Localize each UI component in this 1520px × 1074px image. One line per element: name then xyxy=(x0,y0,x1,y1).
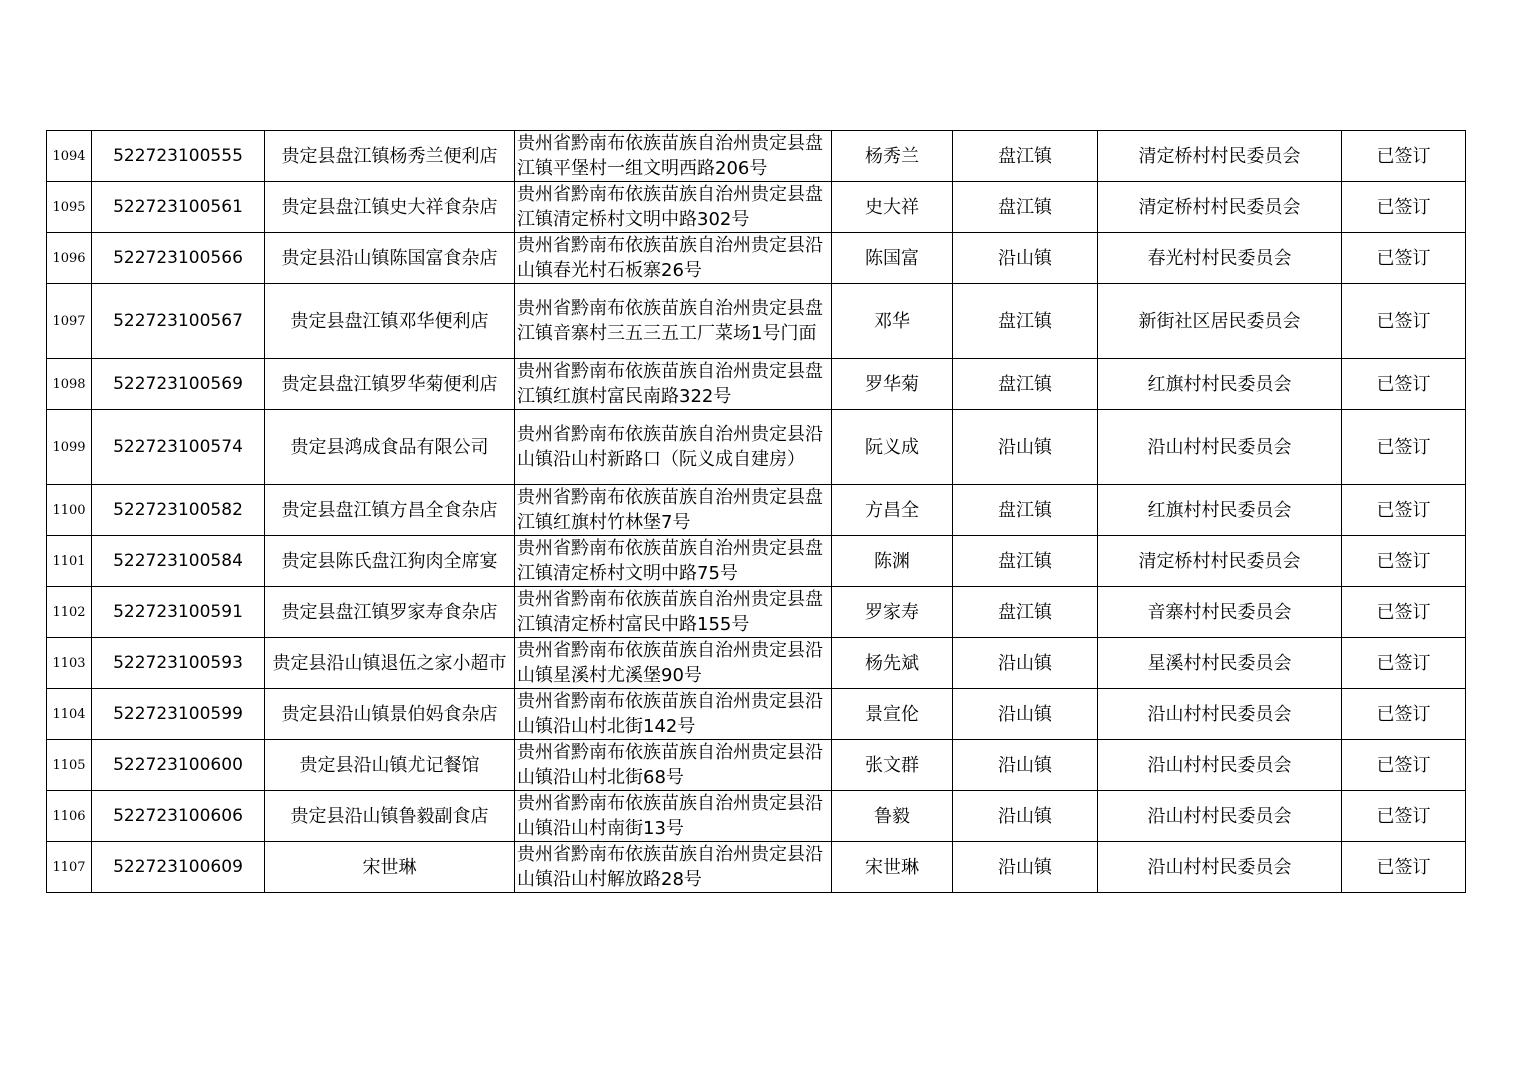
cell-status: 已签订 xyxy=(1342,842,1466,893)
cell-address: 贵州省黔南布依族苗族自治州贵定县沿山镇沿山村解放路28号 xyxy=(515,842,832,893)
cell-code: 522723100609 xyxy=(92,842,265,893)
cell-seq: 1095 xyxy=(47,182,92,233)
cell-address: 贵州省黔南布依族苗族自治州贵定县沿山镇沿山村南街13号 xyxy=(515,791,832,842)
cell-seq: 1098 xyxy=(47,359,92,410)
cell-code: 522723100584 xyxy=(92,536,265,587)
cell-address: 贵州省黔南布依族苗族自治州贵定县盘江镇清定桥村文明中路75号 xyxy=(515,536,832,587)
cell-code: 522723100600 xyxy=(92,740,265,791)
cell-town: 盘江镇 xyxy=(953,587,1098,638)
cell-town: 盘江镇 xyxy=(953,284,1098,359)
cell-status: 已签订 xyxy=(1342,485,1466,536)
cell-shop-name: 贵定县盘江镇罗华菊便利店 xyxy=(265,359,515,410)
cell-committee: 星溪村村民委员会 xyxy=(1098,638,1342,689)
cell-code: 522723100574 xyxy=(92,410,265,485)
cell-code: 522723100591 xyxy=(92,587,265,638)
cell-code: 522723100606 xyxy=(92,791,265,842)
cell-status: 已签订 xyxy=(1342,233,1466,284)
cell-owner: 张文群 xyxy=(832,740,953,791)
cell-seq: 1100 xyxy=(47,485,92,536)
cell-seq: 1104 xyxy=(47,689,92,740)
cell-committee: 清定桥村村民委员会 xyxy=(1098,131,1342,182)
cell-seq: 1106 xyxy=(47,791,92,842)
records-table-body xyxy=(47,131,1466,893)
cell-address: 贵州省黔南布依族苗族自治州贵定县沿山镇沿山村北街142号 xyxy=(515,689,832,740)
cell-owner: 罗家寿 xyxy=(832,587,953,638)
cell-status: 已签订 xyxy=(1342,359,1466,410)
cell-seq: 1102 xyxy=(47,587,92,638)
cell-owner: 邓华 xyxy=(832,284,953,359)
cell-owner: 宋世琳 xyxy=(832,842,953,893)
cell-shop-name: 贵定县盘江镇方昌全食杂店 xyxy=(265,485,515,536)
cell-code: 522723100582 xyxy=(92,485,265,536)
cell-shop-name: 宋世琳 xyxy=(265,842,515,893)
cell-code: 522723100567 xyxy=(92,284,265,359)
cell-town: 沿山镇 xyxy=(953,842,1098,893)
cell-address: 贵州省黔南布依族苗族自治州贵定县沿山镇沿山村新路口（阮义成自建房） xyxy=(515,410,832,485)
cell-address: 贵州省黔南布依族苗族自治州贵定县沿山镇星溪村尤溪堡90号 xyxy=(515,638,832,689)
cell-shop-name: 贵定县沿山镇尤记餐馆 xyxy=(265,740,515,791)
cell-seq: 1094 xyxy=(47,131,92,182)
table-row xyxy=(47,638,1466,689)
cell-shop-name: 贵定县沿山镇景伯妈食杂店 xyxy=(265,689,515,740)
cell-status: 已签订 xyxy=(1342,182,1466,233)
cell-owner: 陈渊 xyxy=(832,536,953,587)
cell-code: 522723100555 xyxy=(92,131,265,182)
cell-code: 522723100566 xyxy=(92,233,265,284)
cell-shop-name: 贵定县沿山镇鲁毅副食店 xyxy=(265,791,515,842)
cell-owner: 罗华菊 xyxy=(832,359,953,410)
cell-address: 贵州省黔南布依族苗族自治州贵定县盘江镇红旗村竹林堡7号 xyxy=(515,485,832,536)
table-row xyxy=(47,791,1466,842)
table-row xyxy=(47,233,1466,284)
cell-status: 已签订 xyxy=(1342,740,1466,791)
cell-town: 沿山镇 xyxy=(953,233,1098,284)
cell-status: 已签订 xyxy=(1342,410,1466,485)
cell-town: 沿山镇 xyxy=(953,410,1098,485)
table-row xyxy=(47,689,1466,740)
cell-town: 盘江镇 xyxy=(953,182,1098,233)
cell-committee: 沿山村村民委员会 xyxy=(1098,410,1342,485)
cell-address: 贵州省黔南布依族苗族自治州贵定县沿山镇春光村石板寨26号 xyxy=(515,233,832,284)
cell-town: 盘江镇 xyxy=(953,485,1098,536)
cell-committee: 沿山村村民委员会 xyxy=(1098,740,1342,791)
cell-committee: 春光村村民委员会 xyxy=(1098,233,1342,284)
cell-owner: 杨秀兰 xyxy=(832,131,953,182)
cell-town: 盘江镇 xyxy=(953,131,1098,182)
cell-committee: 清定桥村村民委员会 xyxy=(1098,182,1342,233)
cell-status: 已签订 xyxy=(1342,638,1466,689)
cell-address: 贵州省黔南布依族苗族自治州贵定县盘江镇平堡村一组文明西路206号 xyxy=(515,131,832,182)
cell-owner: 陈国富 xyxy=(832,233,953,284)
table-row xyxy=(47,410,1466,485)
cell-seq: 1101 xyxy=(47,536,92,587)
cell-town: 盘江镇 xyxy=(953,359,1098,410)
cell-code: 522723100569 xyxy=(92,359,265,410)
cell-address: 贵州省黔南布依族苗族自治州贵定县盘江镇清定桥村富民中路155号 xyxy=(515,587,832,638)
table-row xyxy=(47,284,1466,359)
cell-status: 已签订 xyxy=(1342,284,1466,359)
cell-shop-name: 贵定县沿山镇退伍之家小超市 xyxy=(265,638,515,689)
cell-town: 沿山镇 xyxy=(953,689,1098,740)
cell-shop-name: 贵定县盘江镇史大祥食杂店 xyxy=(265,182,515,233)
table-row xyxy=(47,536,1466,587)
cell-committee: 红旗村村民委员会 xyxy=(1098,359,1342,410)
cell-shop-name: 贵定县盘江镇杨秀兰便利店 xyxy=(265,131,515,182)
cell-address: 贵州省黔南布依族苗族自治州贵定县盘江镇红旗村富民南路322号 xyxy=(515,359,832,410)
cell-seq: 1103 xyxy=(47,638,92,689)
cell-shop-name: 贵定县盘江镇邓华便利店 xyxy=(265,284,515,359)
cell-seq: 1105 xyxy=(47,740,92,791)
cell-status: 已签订 xyxy=(1342,791,1466,842)
cell-status: 已签订 xyxy=(1342,587,1466,638)
cell-owner: 鲁毅 xyxy=(832,791,953,842)
cell-shop-name: 贵定县盘江镇罗家寿食杂店 xyxy=(265,587,515,638)
cell-owner: 史大祥 xyxy=(832,182,953,233)
cell-town: 沿山镇 xyxy=(953,791,1098,842)
cell-committee: 沿山村村民委员会 xyxy=(1098,842,1342,893)
records-table xyxy=(46,130,1466,893)
cell-shop-name: 贵定县陈氏盘江狗肉全席宴 xyxy=(265,536,515,587)
cell-town: 沿山镇 xyxy=(953,638,1098,689)
cell-seq: 1097 xyxy=(47,284,92,359)
cell-owner: 杨先斌 xyxy=(832,638,953,689)
cell-committee: 新街社区居民委员会 xyxy=(1098,284,1342,359)
table-row xyxy=(47,182,1466,233)
cell-seq: 1096 xyxy=(47,233,92,284)
cell-address: 贵州省黔南布依族苗族自治州贵定县盘江镇音寨村三五三五工厂菜场1号门面 xyxy=(515,284,832,359)
cell-town: 盘江镇 xyxy=(953,536,1098,587)
cell-owner: 景宣伦 xyxy=(832,689,953,740)
table-row xyxy=(47,842,1466,893)
cell-status: 已签订 xyxy=(1342,536,1466,587)
cell-owner: 方昌全 xyxy=(832,485,953,536)
cell-code: 522723100593 xyxy=(92,638,265,689)
cell-seq: 1099 xyxy=(47,410,92,485)
table-row xyxy=(47,587,1466,638)
table-row xyxy=(47,359,1466,410)
cell-code: 522723100561 xyxy=(92,182,265,233)
cell-committee: 红旗村村民委员会 xyxy=(1098,485,1342,536)
table-row xyxy=(47,485,1466,536)
cell-status: 已签订 xyxy=(1342,689,1466,740)
cell-status: 已签订 xyxy=(1342,131,1466,182)
cell-address: 贵州省黔南布依族苗族自治州贵定县盘江镇清定桥村文明中路302号 xyxy=(515,182,832,233)
cell-shop-name: 贵定县鸿成食品有限公司 xyxy=(265,410,515,485)
cell-committee: 清定桥村村民委员会 xyxy=(1098,536,1342,587)
table-row xyxy=(47,740,1466,791)
cell-committee: 沿山村村民委员会 xyxy=(1098,689,1342,740)
cell-code: 522723100599 xyxy=(92,689,265,740)
cell-town: 沿山镇 xyxy=(953,740,1098,791)
cell-shop-name: 贵定县沿山镇陈国富食杂店 xyxy=(265,233,515,284)
cell-seq: 1107 xyxy=(47,842,92,893)
cell-committee: 沿山村村民委员会 xyxy=(1098,791,1342,842)
cell-owner: 阮义成 xyxy=(832,410,953,485)
cell-committee: 音寨村村民委员会 xyxy=(1098,587,1342,638)
table-row xyxy=(47,131,1466,182)
cell-address: 贵州省黔南布依族苗族自治州贵定县沿山镇沿山村北街68号 xyxy=(515,740,832,791)
